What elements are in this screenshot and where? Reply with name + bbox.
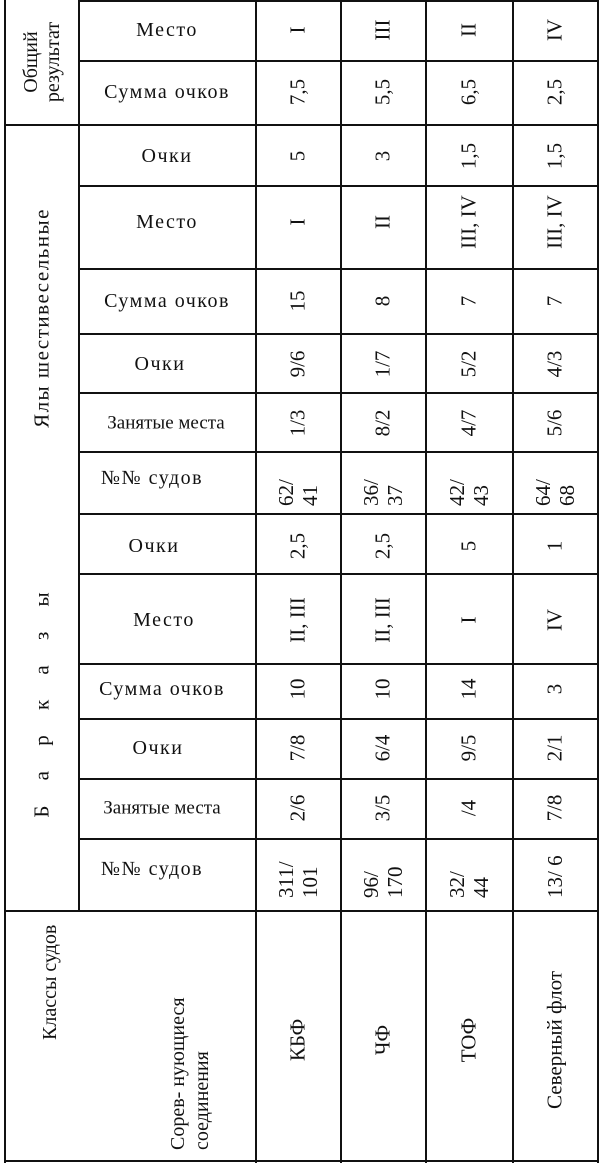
- cell-yaly-place: III, IV: [542, 195, 567, 249]
- header-bark-sum: Сумма очков: [99, 678, 225, 700]
- header-yaly-place: Место: [136, 211, 198, 233]
- table-line: [78, 0, 80, 910]
- cell-bark-sum: 14: [456, 678, 481, 700]
- cell-bark-place: II, III: [370, 597, 395, 643]
- cell-overall-place: III: [370, 19, 395, 41]
- table-line: [78, 718, 599, 720]
- header-yaly-sum: Сумма очков: [104, 290, 230, 312]
- cell-bark-place: II, III: [285, 597, 310, 643]
- cell-bark-points: 2,5: [370, 532, 395, 560]
- cell-bark-race-points: 7/8: [285, 734, 310, 762]
- header-yaly-ships: №№ судов: [100, 467, 204, 489]
- cell-bark-place: I: [456, 616, 481, 624]
- cell-yaly-race-points: 9/6: [285, 350, 310, 378]
- cell-bark-place: IV: [542, 608, 567, 632]
- cell-yaly-points: 1,5: [542, 142, 567, 170]
- cell-bark-race-points: 9/5: [456, 734, 481, 762]
- cell-bark-places: 7/8: [542, 794, 567, 822]
- table-line: [78, 663, 599, 665]
- cell-yaly-points: 3: [370, 150, 395, 162]
- cell-bark-points: 2,5: [285, 532, 310, 560]
- table-line: [78, 0, 599, 2]
- section-overall-text: Общий результат: [20, 21, 64, 103]
- header-bark-points: Очки: [128, 535, 180, 557]
- cell-overall-place: II: [456, 23, 481, 37]
- header-bark-race-points: Очки: [132, 737, 184, 759]
- cell-overall-sum: 6,5: [456, 78, 481, 106]
- cell-bark-places: 3/5: [370, 794, 395, 822]
- cell-overall-place: IV: [542, 18, 567, 42]
- cell-yaly-race-points: 4/3: [542, 350, 567, 378]
- header-competing-units: Сорев- нующиеся соединения: [167, 997, 213, 1150]
- cell-bark-places: 2/6: [285, 794, 310, 822]
- table-line: [4, 0, 6, 1163]
- table-line: [78, 60, 599, 62]
- cell-bark-sum: 10: [370, 678, 395, 700]
- cell-yaly-ships: 42/ 43: [445, 479, 493, 506]
- cell-yaly-ships: 62/ 41: [274, 479, 322, 506]
- cell-bark-ships: 311/ 101: [274, 861, 322, 898]
- header-bark-place: Место: [133, 609, 195, 631]
- section-barkazy-label: Б а р к а з ы: [29, 582, 54, 818]
- cell-yaly-place: III, IV: [456, 195, 481, 249]
- table-line: [78, 778, 599, 780]
- table-line: [78, 573, 599, 575]
- table-line: [4, 1160, 599, 1162]
- table-line: [78, 513, 599, 515]
- cell-bark-race-points: 2/1: [542, 734, 567, 762]
- section-yaly-label: Ялы шестивесельные: [29, 208, 54, 428]
- cell-bark-sum: 10: [285, 678, 310, 700]
- cell-name: ЧФ: [370, 1024, 395, 1056]
- cell-bark-ships: 96/ 170: [359, 866, 407, 898]
- cell-yaly-sum: 8: [370, 295, 395, 307]
- cell-bark-places: /4: [456, 799, 481, 817]
- cell-yaly-points: 5: [285, 150, 310, 162]
- cell-yaly-race-points: 1/7: [370, 350, 395, 378]
- cell-bark-sum: 3: [542, 683, 567, 695]
- cell-yaly-sum: 7: [542, 295, 567, 307]
- cell-bark-race-points: 6/4: [370, 734, 395, 762]
- table-line: [425, 0, 427, 1163]
- cell-yaly-sum: 7: [456, 295, 481, 307]
- cell-overall-sum: 7,5: [285, 78, 310, 106]
- cell-yaly-place: II: [370, 215, 395, 229]
- header-bark-ships: №№ судов: [100, 858, 204, 880]
- header-bark-places: Занятые места: [103, 797, 221, 819]
- cell-bark-ships: 13/ 6: [543, 855, 567, 898]
- section-overall-label: [20, 3, 64, 121]
- table-line: [78, 451, 599, 453]
- table-line: [597, 0, 599, 1163]
- cell-yaly-places: 4/7: [456, 409, 481, 437]
- header-yaly-race-points: Очки: [134, 353, 186, 375]
- header-overall-place: Место: [136, 19, 198, 41]
- header-yaly-points: Очки: [141, 145, 193, 167]
- cell-yaly-race-points: 5/2: [456, 350, 481, 378]
- header-overall-sum: Сумма очков: [104, 81, 230, 103]
- cell-name: ТОФ: [456, 1017, 481, 1063]
- table-line: [512, 0, 514, 1163]
- header-yaly-places: Занятые места: [107, 412, 225, 434]
- cell-yaly-places: 5/6: [542, 409, 567, 437]
- table-line: [78, 185, 599, 187]
- cell-bark-points: 1: [542, 540, 567, 552]
- cell-overall-sum: 5,5: [370, 78, 395, 106]
- cell-bark-points: 5: [456, 540, 481, 552]
- table-line: [340, 0, 342, 1163]
- cell-overall-sum: 2,5: [542, 78, 567, 106]
- cell-yaly-places: 8/2: [370, 409, 395, 437]
- header-ship-classes: Классы судов: [39, 924, 61, 1040]
- cell-name: Северный флот: [542, 971, 567, 1109]
- cell-name: КБФ: [285, 1018, 310, 1062]
- table-line: [4, 124, 599, 126]
- table-line: [78, 268, 599, 270]
- cell-yaly-sum: 15: [285, 290, 310, 312]
- table-line: [255, 0, 257, 1163]
- cell-yaly-points: 1,5: [456, 142, 481, 170]
- cell-yaly-place: I: [285, 218, 310, 226]
- cell-yaly-places: 1/3: [285, 409, 310, 437]
- cell-bark-ships: 32/ 44: [445, 871, 493, 898]
- cell-yaly-ships: 64/ 68: [531, 479, 579, 506]
- cell-overall-place: I: [285, 26, 310, 34]
- table-line: [78, 333, 599, 335]
- table-line: [78, 392, 599, 394]
- table-line: [78, 838, 599, 840]
- table-line: [4, 910, 599, 912]
- cell-yaly-ships: 36/ 37: [359, 479, 407, 506]
